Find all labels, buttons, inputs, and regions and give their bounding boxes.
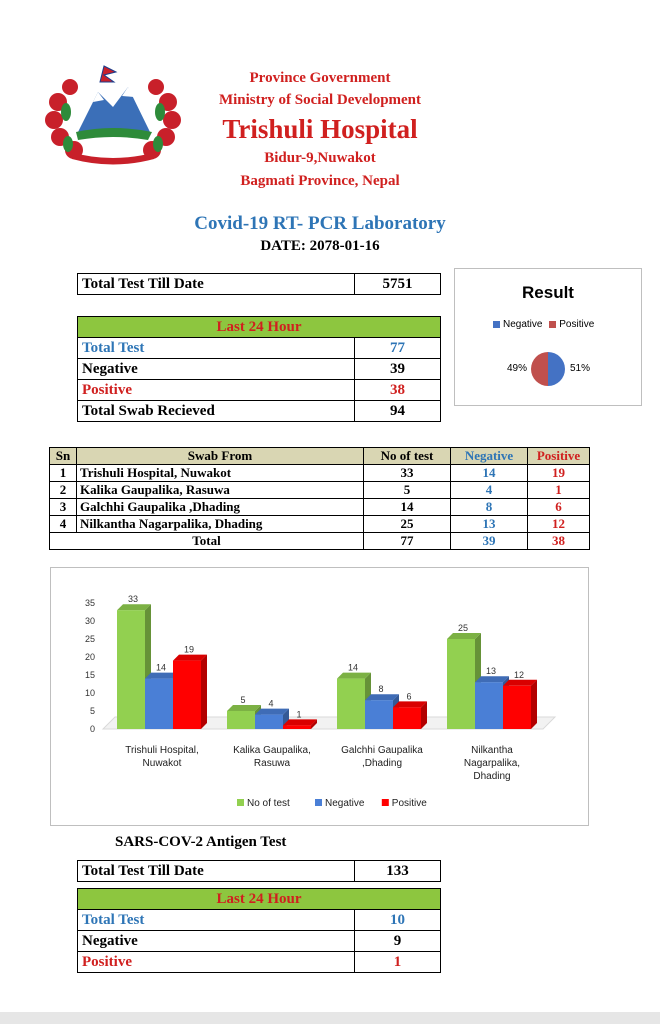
pcr-total-table xyxy=(77,273,441,295)
x-tick-label: Nagarpalika, xyxy=(463,758,521,769)
y-tick-label: 5 xyxy=(89,706,95,716)
swab-received-label: Total Swab Recieved xyxy=(78,401,355,422)
bar-data-label: 14 xyxy=(347,662,359,673)
negative-legend-swatch xyxy=(493,321,500,328)
antigen-last24-table xyxy=(77,888,441,973)
x-tick-label: Dhading xyxy=(473,771,511,782)
antigen-negative-label: Negative xyxy=(78,931,355,952)
province-address-line: Bagmati Province, Nepal xyxy=(240,173,400,189)
row-negative: 13 xyxy=(451,516,528,533)
legend-swatch xyxy=(315,799,322,806)
bar-no-of-test xyxy=(447,639,475,729)
col-header-tests: No of test xyxy=(364,448,451,465)
antigen-total-label: Total Test Till Date xyxy=(78,861,355,882)
bar-side xyxy=(531,680,537,729)
x-tick-label: ,Dhading xyxy=(361,758,403,769)
col-header-swab-from: Swab From xyxy=(77,448,364,465)
bar-data-label: 4 xyxy=(268,698,274,709)
antigen-total-value: 133 xyxy=(355,861,441,882)
pcr-positive-label: Positive xyxy=(78,380,355,401)
x-tick-label: Galchhi Gaupalika xyxy=(341,745,423,756)
ministry-line: Ministry of Social Development xyxy=(218,92,422,108)
bar-positive xyxy=(173,661,201,729)
hospital-name: Trishuli Hospital xyxy=(222,114,418,144)
antigen-title: SARS-COV-2 Antigen Test xyxy=(115,834,287,850)
report-date: DATE: 2078-01-16 xyxy=(260,238,380,254)
antigen-positive-value: 1 xyxy=(355,952,441,973)
bar-top xyxy=(283,719,317,725)
result-pie-chart xyxy=(530,351,566,387)
bar-top xyxy=(447,633,481,639)
row-sn: 2 xyxy=(50,482,77,499)
table-row xyxy=(50,499,590,516)
row-tests: 25 xyxy=(364,516,451,533)
table-row xyxy=(50,516,590,533)
row-positive: 6 xyxy=(528,499,590,516)
bar-top xyxy=(173,655,207,661)
bar-top xyxy=(337,673,371,679)
positive-legend-swatch xyxy=(549,321,556,328)
x-tick-label: Nilkantha xyxy=(471,745,513,756)
pie-legend-negative: Negative xyxy=(503,319,543,330)
bar-data-label: 25 xyxy=(457,623,469,633)
address-line: Bidur-9,Nuwakot xyxy=(264,150,376,166)
legend-label: Positive xyxy=(391,798,427,809)
antigen-total-test-label: Total Test xyxy=(78,910,355,931)
col-header-negative: Negative xyxy=(451,448,528,465)
legend-label: Negative xyxy=(325,798,365,809)
bar-top xyxy=(227,705,261,711)
pcr-positive-value: 38 xyxy=(355,380,441,401)
table-row xyxy=(50,482,590,499)
legend-label: No of test xyxy=(247,798,290,809)
last24-header: Last 24 Hour xyxy=(78,317,441,338)
bar-data-label: 13 xyxy=(485,666,497,677)
bar-data-label: 1 xyxy=(296,709,302,720)
row-swab-from: Trishuli Hospital, Nuwakot xyxy=(77,465,364,482)
result-pie-panel xyxy=(454,268,642,406)
bar-side xyxy=(201,655,207,729)
bar-top xyxy=(393,701,427,707)
col-header-positive: Positive xyxy=(528,448,590,465)
pie-legend xyxy=(493,319,594,330)
page-bottom-edge xyxy=(0,1012,660,1024)
row-tests: 5 xyxy=(364,482,451,499)
province-line: Province Government xyxy=(249,70,391,86)
y-tick-label: 0 xyxy=(89,724,95,734)
bar-no-of-test xyxy=(337,679,365,729)
x-tick-label: Kalika Gaupalika, xyxy=(233,745,311,756)
row-positive: 19 xyxy=(528,465,590,482)
y-tick-label: 10 xyxy=(84,688,95,698)
row-negative: 14 xyxy=(451,465,528,482)
bar-data-label: 5 xyxy=(240,695,246,705)
antigen-last24-header: Last 24 Hour xyxy=(78,889,441,910)
bar-top xyxy=(475,676,509,682)
bar-data-label: 6 xyxy=(406,691,412,702)
bar-negative xyxy=(145,679,173,729)
y-tick-label: 15 xyxy=(84,670,95,680)
bar-no-of-test xyxy=(117,610,145,729)
total-positive: 38 xyxy=(528,533,590,550)
legend-swatch xyxy=(382,799,389,806)
bar-data-label: 8 xyxy=(378,684,384,695)
bar-negative xyxy=(255,715,283,729)
bar-data-label: 33 xyxy=(127,594,139,605)
row-sn: 3 xyxy=(50,499,77,516)
bar-top xyxy=(503,680,537,686)
bar-negative xyxy=(365,700,393,729)
y-tick-label: 25 xyxy=(84,634,95,644)
row-tests: 14 xyxy=(364,499,451,516)
row-positive: 1 xyxy=(528,482,590,499)
bar-data-label: 14 xyxy=(155,662,167,673)
row-negative: 4 xyxy=(451,482,528,499)
row-tests: 33 xyxy=(364,465,451,482)
row-swab-from: Kalika Gaupalika, Rasuwa xyxy=(77,482,364,499)
table-total-row xyxy=(50,533,590,550)
row-sn: 1 xyxy=(50,465,77,482)
row-swab-from: Galchhi Gaupalika ,Dhading xyxy=(77,499,364,516)
bar-data-label: 19 xyxy=(183,644,195,655)
total-tests: 77 xyxy=(364,533,451,550)
antigen-total-table xyxy=(77,860,441,882)
bar-positive xyxy=(393,707,421,729)
bar-top xyxy=(365,694,399,700)
pie-slice-negative xyxy=(548,352,565,386)
pcr-last24-table xyxy=(77,316,441,422)
antigen-negative-value: 9 xyxy=(355,931,441,952)
bar-data-label: 12 xyxy=(513,669,525,680)
total-negative: 39 xyxy=(451,533,528,550)
swab-table xyxy=(49,447,590,550)
y-tick-label: 35 xyxy=(84,598,95,608)
antigen-total-test-value: 10 xyxy=(355,910,441,931)
bar-positive xyxy=(503,686,531,729)
row-sn: 4 xyxy=(50,516,77,533)
row-negative: 8 xyxy=(451,499,528,516)
row-positive: 12 xyxy=(528,516,590,533)
total-test-label: Total Test Till Date xyxy=(78,274,355,295)
pie-title: Result xyxy=(522,283,574,302)
total-test-value: 5751 xyxy=(355,274,441,295)
pie-label-right: 51% xyxy=(570,363,591,374)
bar-chart-panel xyxy=(50,567,589,826)
bar-no-of-test xyxy=(227,711,255,729)
pcr-total-test-label: Total Test xyxy=(78,338,355,359)
pie-legend-positive: Positive xyxy=(559,319,595,330)
x-tick-label: Rasuwa xyxy=(253,758,291,769)
legend-swatch xyxy=(237,799,244,806)
x-tick-label: Trishuli Hospital, xyxy=(125,745,199,756)
bar-chart xyxy=(51,568,588,825)
col-header-sn: Sn xyxy=(50,448,77,465)
bar-top xyxy=(117,604,151,610)
lab-title: Covid-19 RT- PCR Laboratory xyxy=(194,213,446,234)
pie-slice-positive xyxy=(531,352,548,386)
total-label: Total xyxy=(50,533,364,550)
swab-received-value: 94 xyxy=(355,401,441,422)
pcr-negative-value: 39 xyxy=(355,359,441,380)
bar-top xyxy=(255,709,289,715)
y-tick-label: 30 xyxy=(84,616,95,626)
antigen-positive-label: Positive xyxy=(78,952,355,973)
x-tick-label: Nuwakot xyxy=(142,758,182,769)
pcr-total-test-value: 77 xyxy=(355,338,441,359)
pcr-negative-label: Negative xyxy=(78,359,355,380)
pie-label-left: 49% xyxy=(507,363,528,374)
y-tick-label: 20 xyxy=(84,652,95,662)
bar-negative xyxy=(475,682,503,729)
bar-positive xyxy=(283,725,311,729)
row-swab-from: Nilkantha Nagarpalika, Dhading xyxy=(77,516,364,533)
table-row xyxy=(50,465,590,482)
